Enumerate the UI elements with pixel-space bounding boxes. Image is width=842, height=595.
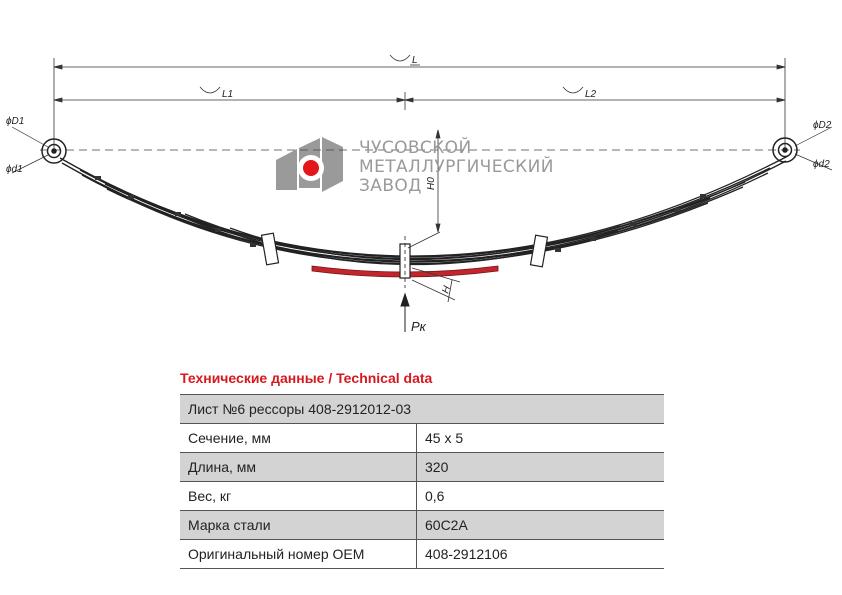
row-value: 60С2А bbox=[417, 511, 665, 540]
logo-emblem bbox=[276, 137, 343, 192]
row-value: 45 x 5 bbox=[417, 424, 665, 453]
table-header-row bbox=[180, 395, 664, 424]
centre-bolt bbox=[400, 236, 410, 288]
label-d1-outer: ϕD1 bbox=[6, 116, 25, 127]
technical-data-table bbox=[180, 394, 664, 569]
row-label: Длина, мм bbox=[180, 453, 417, 482]
row-value: 0,6 bbox=[417, 482, 665, 511]
dimension-l bbox=[54, 55, 785, 150]
table-row bbox=[180, 453, 664, 482]
label-d1-inner: ϕd1 bbox=[6, 164, 23, 175]
table-row bbox=[180, 540, 664, 569]
row-value: 320 bbox=[417, 453, 665, 482]
logo-text bbox=[359, 139, 554, 196]
label-h0: H0 bbox=[426, 177, 437, 190]
label-d2-inner: ϕd2 bbox=[813, 159, 830, 170]
label-d2-outer: ϕD2 bbox=[813, 120, 832, 131]
label-l: L bbox=[412, 55, 418, 66]
table-header-cell: Лист №6 рессоры 408-2912012-03 bbox=[180, 395, 664, 424]
section-title: Технические данные / Technical data bbox=[180, 370, 433, 386]
table-row bbox=[180, 482, 664, 511]
row-label: Вес, кг bbox=[180, 482, 417, 511]
load-arrow bbox=[401, 294, 409, 332]
row-label: Марка стали bbox=[180, 511, 417, 540]
row-value: 408-2912106 bbox=[417, 540, 665, 569]
label-l1: L1 bbox=[222, 89, 234, 100]
dimension-l1-l2 bbox=[54, 87, 785, 110]
label-h: H bbox=[440, 284, 454, 295]
row-label: Сечение, мм bbox=[180, 424, 417, 453]
logo-line-1: ЧУСОВСКОЙ bbox=[359, 138, 472, 158]
label-l2: L2 bbox=[585, 89, 597, 100]
table-row bbox=[180, 511, 664, 540]
row-label: Оригинальный номер OEM bbox=[180, 540, 417, 569]
logo-line-3: ЗАВОД bbox=[359, 176, 422, 196]
table-row bbox=[180, 424, 664, 453]
logo-line-2: МЕТАЛЛУРГИЧЕСКИЙ bbox=[359, 157, 554, 177]
label-pk: Pк bbox=[411, 319, 426, 334]
